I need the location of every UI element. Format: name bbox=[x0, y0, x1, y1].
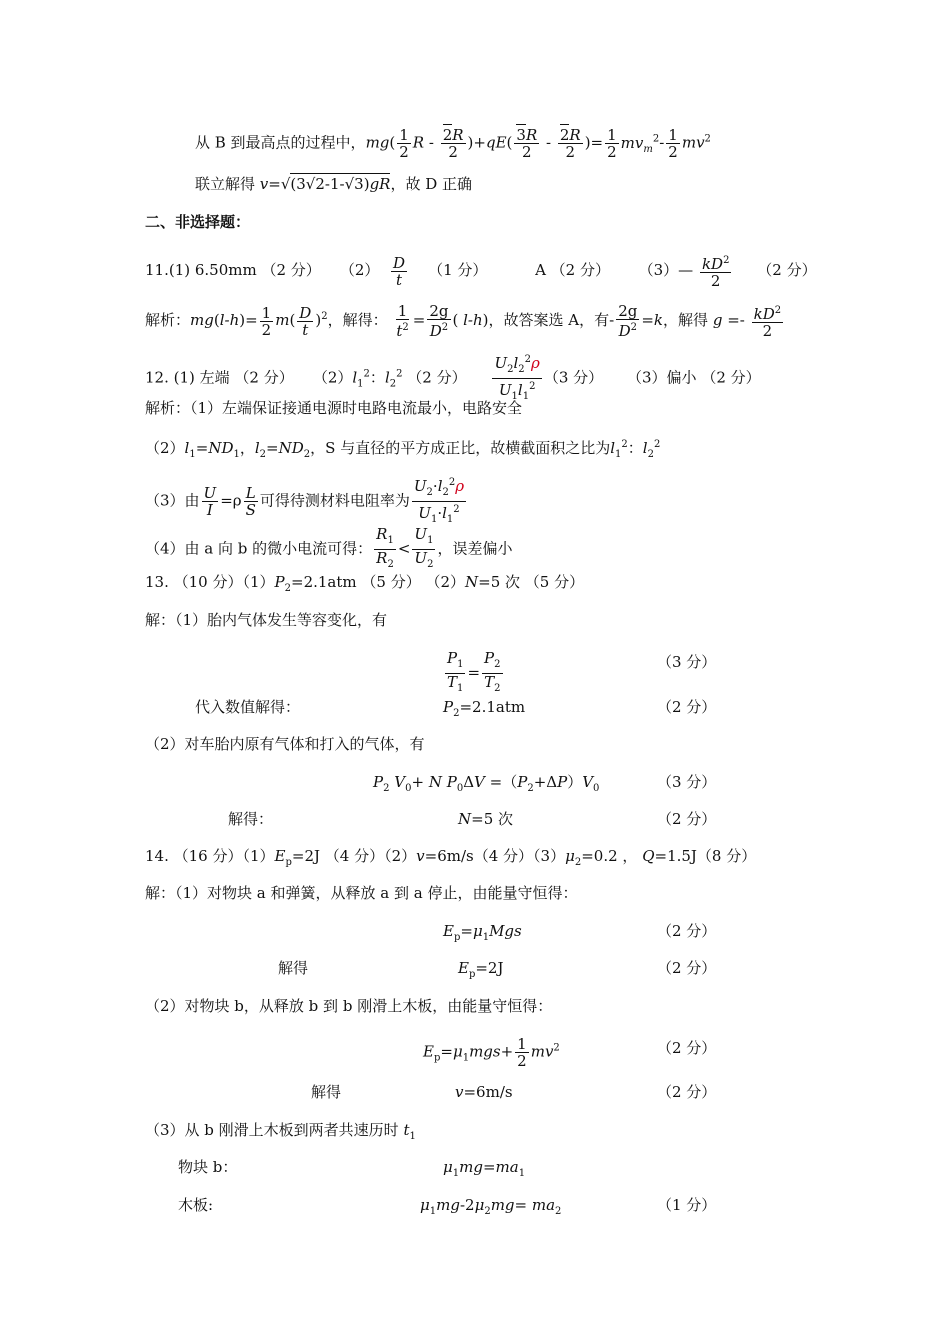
q13-step-1: 解：（1）胎内气体发生等容变化，有 bbox=[145, 611, 388, 629]
q13-answers: 13. （10 分）$(1)P_2=2.1atm$ （5 分） （2）N=5 次 （5 分） bbox=[145, 573, 585, 594]
q14-step-1: 解：（1）对物块 a 和弹簧，从释放 a 到 a 停止，由能量守恒得： bbox=[145, 884, 578, 902]
q14-score-c: （1 分） bbox=[657, 1196, 717, 1214]
q14-board-label: 木板: bbox=[178, 1196, 214, 1214]
q14-block-b-label: 物块 b： bbox=[178, 1158, 238, 1176]
q14-step-3: （3）从 b 刚滑上木板到两者共速历时 $t_1$ bbox=[145, 1121, 416, 1142]
q14-step-2: （2）对物块 b，从释放 b 到 b 刚滑上木板，由能量守恒得： bbox=[145, 997, 553, 1015]
q13-sub-label: 代入数值解得： bbox=[195, 698, 301, 716]
q14-score-a2: （2 分） bbox=[657, 959, 717, 977]
q14-solve-a-label: 解得 bbox=[278, 959, 309, 977]
line-b-to-top: 从 B 到最高点的过程中，mg( $\frac{1}{2}$ R - $\frac{2R}{2}$ )+qE( $\frac{3R}{2}$ - $\frac{2R}{2}$ )= $\frac{1}{2}$ $mv_m^2-$ $\frac{1}{2}$ $mv^2$ bbox=[195, 126, 711, 161]
q13-score-1: （3 分） bbox=[657, 653, 717, 671]
q13-score-4: （2 分） bbox=[657, 810, 717, 828]
q13-equation-2: $P_2$ $V_0+ N$ $P_0\Delta V =(P_2+\Delta P)V_0$ bbox=[373, 773, 600, 794]
q14-score-b1: （2 分） bbox=[657, 1039, 717, 1057]
q14-answers: 14. （16 分）$(1)E_p=2J$ （4 分）（2）v=6m/s（4 分）$(3)\mu_2=0.2$ ， Q=1.5J（8 分） bbox=[145, 847, 757, 868]
q13-step-2: （2）对车胎内原有气体和打入的气体，有 bbox=[145, 735, 425, 753]
q13-n-result: N=5 次 bbox=[458, 810, 514, 828]
q12-answers: 12. (1) 左端 （2 分） $(2)l_1^2$：$l_2^2$ （2 分） $\frac{U_2l_2^2\rho}{U_1l_1^2}$ （3 分） （3）偏小 （2 分） bbox=[145, 354, 761, 402]
q12-analysis-3: （3）由 $\frac{U}{I}$ =ρ $\frac{L}{S}$ 可得待测材料电阻率为 $\frac{U_2\cdot l_2^2\rho}{U_1\cdot l_1^2}$ bbox=[145, 477, 465, 525]
q11-analysis: 解析：mg(l-h)= $\frac{1}{2}$ m( $\frac{D}{t}$ )$^2$，解得： $\frac{1}{t^2}$ = $\frac{2g}{D^2}$ ( l-h)，故答案选 A，有- $\frac{2g}{D^2}$ =k，解得 g =- $\frac{kD^2}{2}$ bbox=[145, 302, 782, 340]
q12-analysis-1: 解析：（1）左端保证接通电源时电路电流最小，电路安全 bbox=[145, 399, 523, 417]
q14-eq-c1: $\mu_1mg=ma_1$ bbox=[443, 1158, 526, 1179]
q13-p2-result: $P_2=2.1atm$ bbox=[443, 698, 526, 719]
q13-score-3: （3 分） bbox=[657, 773, 717, 791]
q14-eq-c2: $\mu_1mg-2\mu_2mg= ma_2$ bbox=[420, 1196, 562, 1217]
q11-answers: 11.(1) 6.50mm （2 分） （2） $\frac{D}{t}$ （1 分） A （2 分） （3）— $\frac{kD^2}{2}$ （2 分） bbox=[145, 253, 817, 290]
q14-v-result: v=6m/s bbox=[455, 1083, 513, 1101]
q14-score-a1: （2 分） bbox=[657, 922, 717, 940]
section-heading: 二、非选择题： bbox=[145, 213, 251, 231]
q12-analysis-4: （4）由 a 向 b 的微小电流可得： $\frac{R_1}{R_2}$ < $\frac{U_1}{U_2}$ ，误差偏小 bbox=[145, 525, 513, 570]
q13-equation-1: $\frac{P_1}{T_1}$ = $\frac{P_2}{T_2}$ bbox=[447, 649, 501, 694]
q14-solve-b-label: 解得 bbox=[311, 1083, 342, 1101]
q12-analysis-2: $(2)l_1=ND_1$，$l_2=ND_2$，S 与直径的平方成正比，故横截面积之比为$l_1^2$：$l_2^2$ bbox=[145, 439, 661, 460]
q14-eq-a: $E_p=\mu_1Mgs$ bbox=[443, 922, 522, 943]
q14-eq-b: $E_p=\mu_1mgs+$ $\frac{1}{2}$ $mv^2$ bbox=[423, 1035, 560, 1070]
line-solve-v: 联立解得 v=√(3√2-1-√3)gR，故 D 正确 bbox=[195, 175, 473, 193]
q14-score-b2: （2 分） bbox=[657, 1083, 717, 1101]
q14-ep-result: $E_p=2J$ bbox=[458, 959, 504, 980]
q13-solve-label: 解得： bbox=[228, 810, 274, 828]
q13-score-2: （2 分） bbox=[657, 698, 717, 716]
